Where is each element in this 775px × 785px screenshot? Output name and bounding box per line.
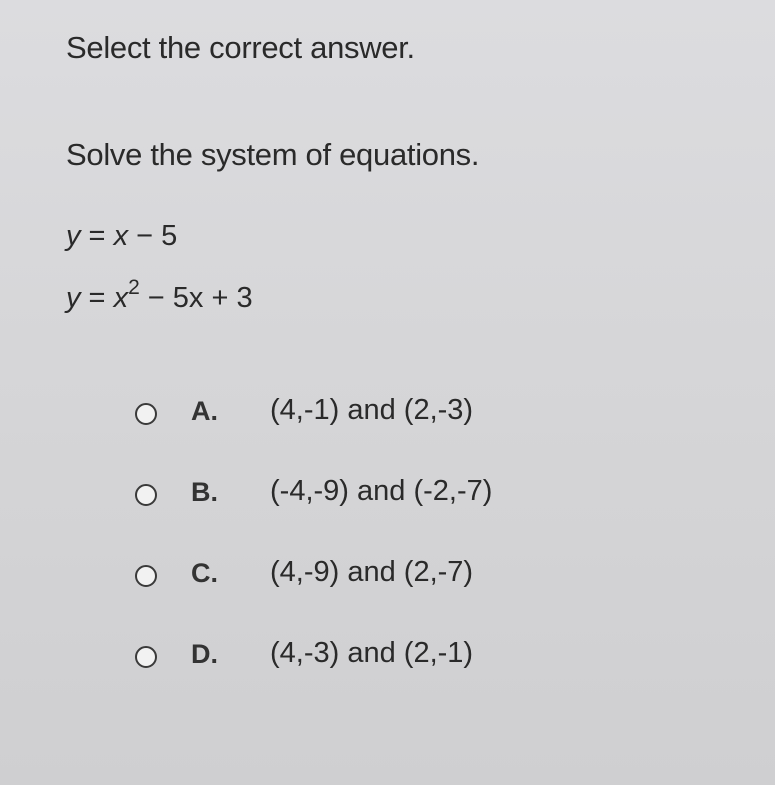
radio-button-empty-icon[interactable] xyxy=(135,484,157,506)
choice-a[interactable] xyxy=(135,396,555,436)
radio-button-empty-icon[interactable] xyxy=(135,403,157,425)
choice-d-letter: D. xyxy=(191,639,218,669)
question-prompt: Solve the system of equations. xyxy=(66,137,480,172)
equation-2-term: x xyxy=(113,282,129,314)
choice-b[interactable] xyxy=(135,477,555,517)
equation-2 xyxy=(66,276,253,315)
choice-a-letter: A. xyxy=(191,396,218,426)
choice-b-answer: (-4,-9) and (-2,-7) xyxy=(270,475,493,507)
equation-1-rest: − 5 xyxy=(128,220,178,252)
equation-2-exponent: 2 xyxy=(128,276,140,299)
choice-d-answer: (4,-3) and (2,-1) xyxy=(270,637,474,669)
choice-a-answer: (4,-1) and (2,-3) xyxy=(270,394,474,426)
choice-d[interactable] xyxy=(135,639,555,679)
radio-button-empty-icon[interactable] xyxy=(135,565,157,587)
choice-c[interactable] xyxy=(135,558,555,598)
equation-2-equals: = xyxy=(80,282,114,314)
equation-2-rest: − 5x + 3 xyxy=(139,282,253,314)
equation-1-equals: = xyxy=(80,220,114,252)
radio-button-empty-icon[interactable] xyxy=(135,646,157,668)
equation-1 xyxy=(66,220,177,253)
choice-c-letter: C. xyxy=(191,558,218,588)
equation-2-lhs: y xyxy=(66,282,81,314)
equation-1-term: x xyxy=(113,220,129,252)
choice-c-answer: (4,-9) and (2,-7) xyxy=(270,556,474,588)
choice-b-letter: B. xyxy=(191,477,218,507)
equation-1-lhs: y xyxy=(66,220,81,252)
instruction-text: Select the correct answer. xyxy=(66,30,415,65)
